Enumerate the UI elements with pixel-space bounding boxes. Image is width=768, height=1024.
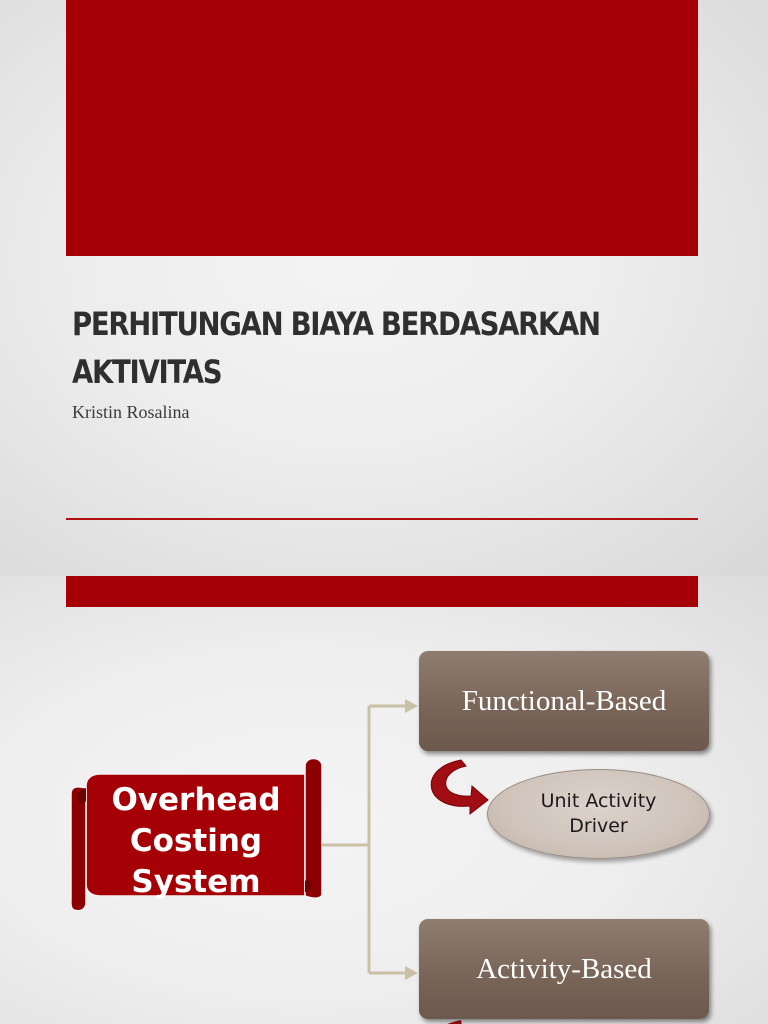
activity-based-label: Activity-Based: [476, 952, 652, 985]
header-red-block: [66, 0, 698, 256]
unit-activity-driver-label: Unit Activity Driver: [540, 790, 657, 837]
curved-arrow-icon: [444, 1020, 462, 1024]
red-divider: [66, 518, 698, 520]
unit-activity-driver-ellipse: [487, 769, 710, 859]
tree-connector: [322, 706, 408, 973]
activity-based-box: [419, 919, 709, 1019]
arrowhead-icon: [405, 699, 418, 980]
slide-title: PERHITUNGAN BIAYA BERDASARKAN AKTIVITAS: [72, 305, 600, 391]
curved-arrow-icon: [431, 760, 488, 814]
diagram-slide: [0, 576, 768, 1024]
functional-based-box: [419, 651, 709, 751]
slide-subtitle: Kristin Rosalina: [72, 402, 190, 422]
overhead-costing-label: Overhead Costing System: [111, 782, 281, 900]
functional-based-label: Functional-Based: [461, 684, 667, 717]
